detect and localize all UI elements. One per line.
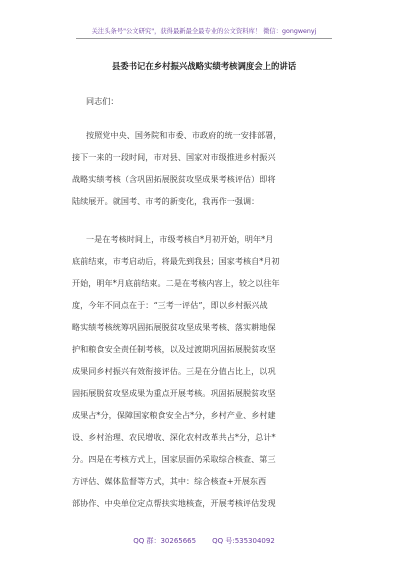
body-line: 成果占*分，保障国家粮食安全占*分，乡村产业、乡村建 (72, 410, 276, 420)
body-line: 固拓展脱贫攻坚成果为重点开展考核。巩固拓展脱贫攻坚 (72, 388, 276, 398)
header-divider (76, 38, 332, 39)
body-line: 战略实绩考核（含巩固拓展脱贫攻坚成果考核评估）即将 (72, 174, 276, 184)
body-line: 陆续展开。就国考、市考的新变化，我再作一强调： (72, 196, 260, 206)
body-line: 度，今年不同点在于：“三考一评估”，即以乡村振兴战 (72, 300, 268, 310)
qq-number: QQ 号:535304092 (212, 537, 275, 545)
body-line: 底前结束，市考启动后，将最先到我县；国家考核自*月初 (72, 256, 280, 266)
body-line: 分。四是在考核方式上，国家层面仍采取综合核查、第三 (72, 454, 276, 464)
body-line: 开始，明年*月底前结束。二是在考核内容上，较之以往年 (72, 278, 280, 288)
header-banner: 关注头条号"公文研究"，获得最新最全最专业的公文资料库！ 微信：gongwenyj (91, 28, 317, 35)
footer (0, 536, 408, 546)
body-line: 方评估、媒体监督等方式，其中：综合核查+开展东西 (72, 476, 267, 486)
body-line: 一是在考核时间上，市级考核自*月初开始，明年*月 (86, 234, 274, 244)
body-line: 设、乡村治理、农民增收、深化农村改革共占*分，总计* (72, 432, 276, 442)
document-title: 县委书记在乡村振兴战略实绩考核调度会上的讲话 (111, 61, 297, 71)
qq-group-number: QQ 群：30265665 (133, 537, 197, 545)
body-line: 成果同乡村振兴有效衔接评估。三是在分值占比上，以巩 (72, 366, 276, 376)
body-line: 接下一来的一段时间，市对县、国家对市级推进乡村振兴 (72, 152, 276, 162)
salutation: 同志们： (86, 96, 119, 106)
body-line: 按照党中央、国务院和市委、市政府的统一安排部署， (86, 130, 282, 140)
body-line: 略实绩考核统筹巩固拓展脱贫攻坚成果考核、落实耕地保 (72, 322, 276, 332)
body-line: 护和粮食安全责任制考核，以及过渡期巩固拓展脱贫攻坚 (72, 344, 276, 354)
body-line: 部协作、中央单位定点帮扶实地核查，开展考核评估发现 (72, 498, 276, 508)
